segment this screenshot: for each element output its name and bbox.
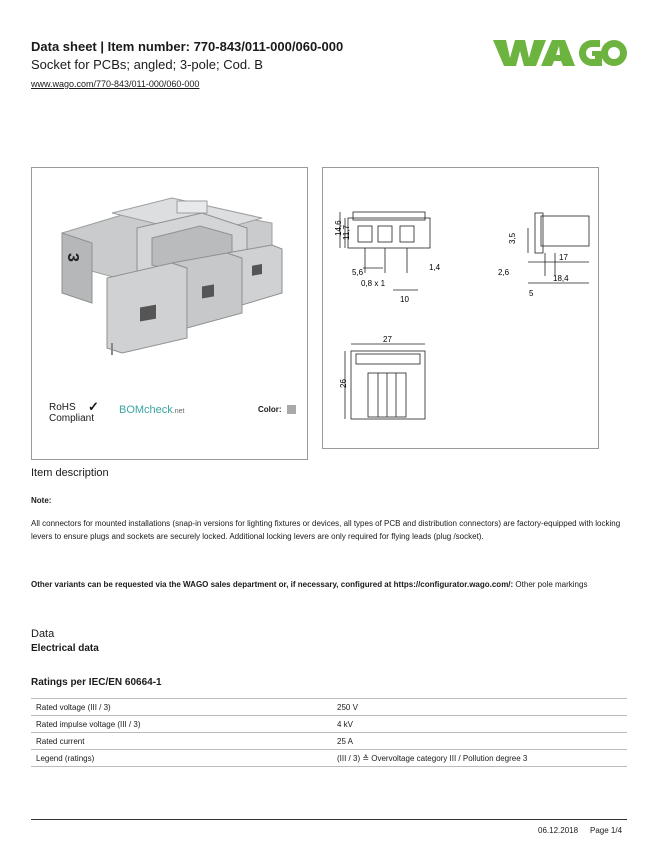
footer-date: 06.12.2018 bbox=[538, 826, 579, 835]
dim-5: 5 bbox=[529, 289, 534, 298]
dim-0-8x1: 0,8 x 1 bbox=[361, 279, 386, 288]
color-label: Color: bbox=[258, 405, 282, 414]
footer-divider bbox=[31, 819, 627, 820]
dimension-drawing bbox=[323, 168, 598, 448]
table-row bbox=[31, 716, 627, 733]
rohs-label: RoHS bbox=[49, 402, 76, 413]
variants-text bbox=[31, 578, 627, 591]
dim-27: 27 bbox=[383, 335, 392, 344]
rating-label: Rated impulse voltage (III / 3) bbox=[31, 716, 332, 733]
rating-label: Legend (ratings) bbox=[31, 750, 332, 767]
bomcheck-logo: BOMcheck.net bbox=[119, 404, 185, 416]
dim-14-6: 14,6 bbox=[334, 220, 343, 236]
dim-1-4: 1,4 bbox=[429, 263, 441, 272]
side-view bbox=[528, 213, 589, 283]
product-photo bbox=[52, 183, 292, 363]
variants-rest-text: Other pole markings bbox=[513, 580, 588, 589]
rating-value: 25 A bbox=[332, 733, 627, 750]
dim-26: 26 bbox=[339, 379, 348, 388]
dim-2-6: 2,6 bbox=[498, 268, 510, 277]
page-title: Data sheet | Item number: 770-843/011-000/060-000 bbox=[31, 39, 344, 54]
page-subtitle: Socket for PCBs; angled; 3-pole; Cod. B bbox=[31, 57, 263, 72]
table-row bbox=[31, 699, 627, 716]
rating-value: 250 V bbox=[332, 699, 627, 716]
dim-3-5: 3,5 bbox=[508, 232, 517, 244]
color-swatch bbox=[287, 405, 296, 414]
rating-label: Rated voltage (III / 3) bbox=[31, 699, 332, 716]
dim-10: 10 bbox=[400, 295, 409, 304]
rohs-compliant-label: Compliant bbox=[49, 413, 95, 424]
note-text: All connectors for mounted installations (snap-in versions for lighting fixtures or devices, all types of PCB and distribution connectors) are factory-equipped with locking levers to ensure plugs and sockets are securely locked. Additional locking levers are only required for flying leads (plug /socket). bbox=[31, 519, 621, 541]
rating-value: 4 kV bbox=[332, 716, 627, 733]
rating-label: Rated current bbox=[31, 733, 332, 750]
top-view bbox=[345, 344, 425, 419]
ratings-table bbox=[31, 698, 627, 767]
item-description-heading: Item description bbox=[31, 467, 109, 479]
data-heading: Data bbox=[31, 628, 55, 640]
electrical-data-heading: Electrical data bbox=[31, 643, 99, 654]
ratings-heading: Ratings per IEC/EN 60664-1 bbox=[31, 677, 162, 688]
variants-bold-text: Other variants can be requested via the WAGO sales department or, if necessary, configured at https://configurator.wago.com/: bbox=[31, 580, 514, 589]
technical-drawing-panel bbox=[322, 167, 599, 449]
note-label: Note: bbox=[31, 496, 52, 505]
dim-11-7: 11,7 bbox=[342, 225, 351, 240]
wago-logo bbox=[493, 36, 627, 70]
dim-5-6: 5,6 bbox=[352, 268, 364, 277]
dim-17: 17 bbox=[559, 253, 568, 262]
dim-18-4: 18,4 bbox=[553, 274, 569, 283]
table-row bbox=[31, 733, 627, 750]
svg-text:WAGO: WAGO bbox=[493, 36, 497, 37]
product-url-link[interactable]: www.wago.com/770-843/011-000/060-000 bbox=[31, 79, 200, 89]
rating-value: (III / 3) ≙ Overvoltage category III / Pollution degree 3 bbox=[332, 750, 627, 767]
product-image-panel bbox=[31, 167, 308, 460]
checkmark-icon: ✓ bbox=[88, 399, 99, 414]
footer-page-number: Page 1/4 bbox=[590, 826, 623, 835]
svg-text:3: 3 bbox=[64, 253, 81, 262]
table-row bbox=[31, 750, 627, 767]
